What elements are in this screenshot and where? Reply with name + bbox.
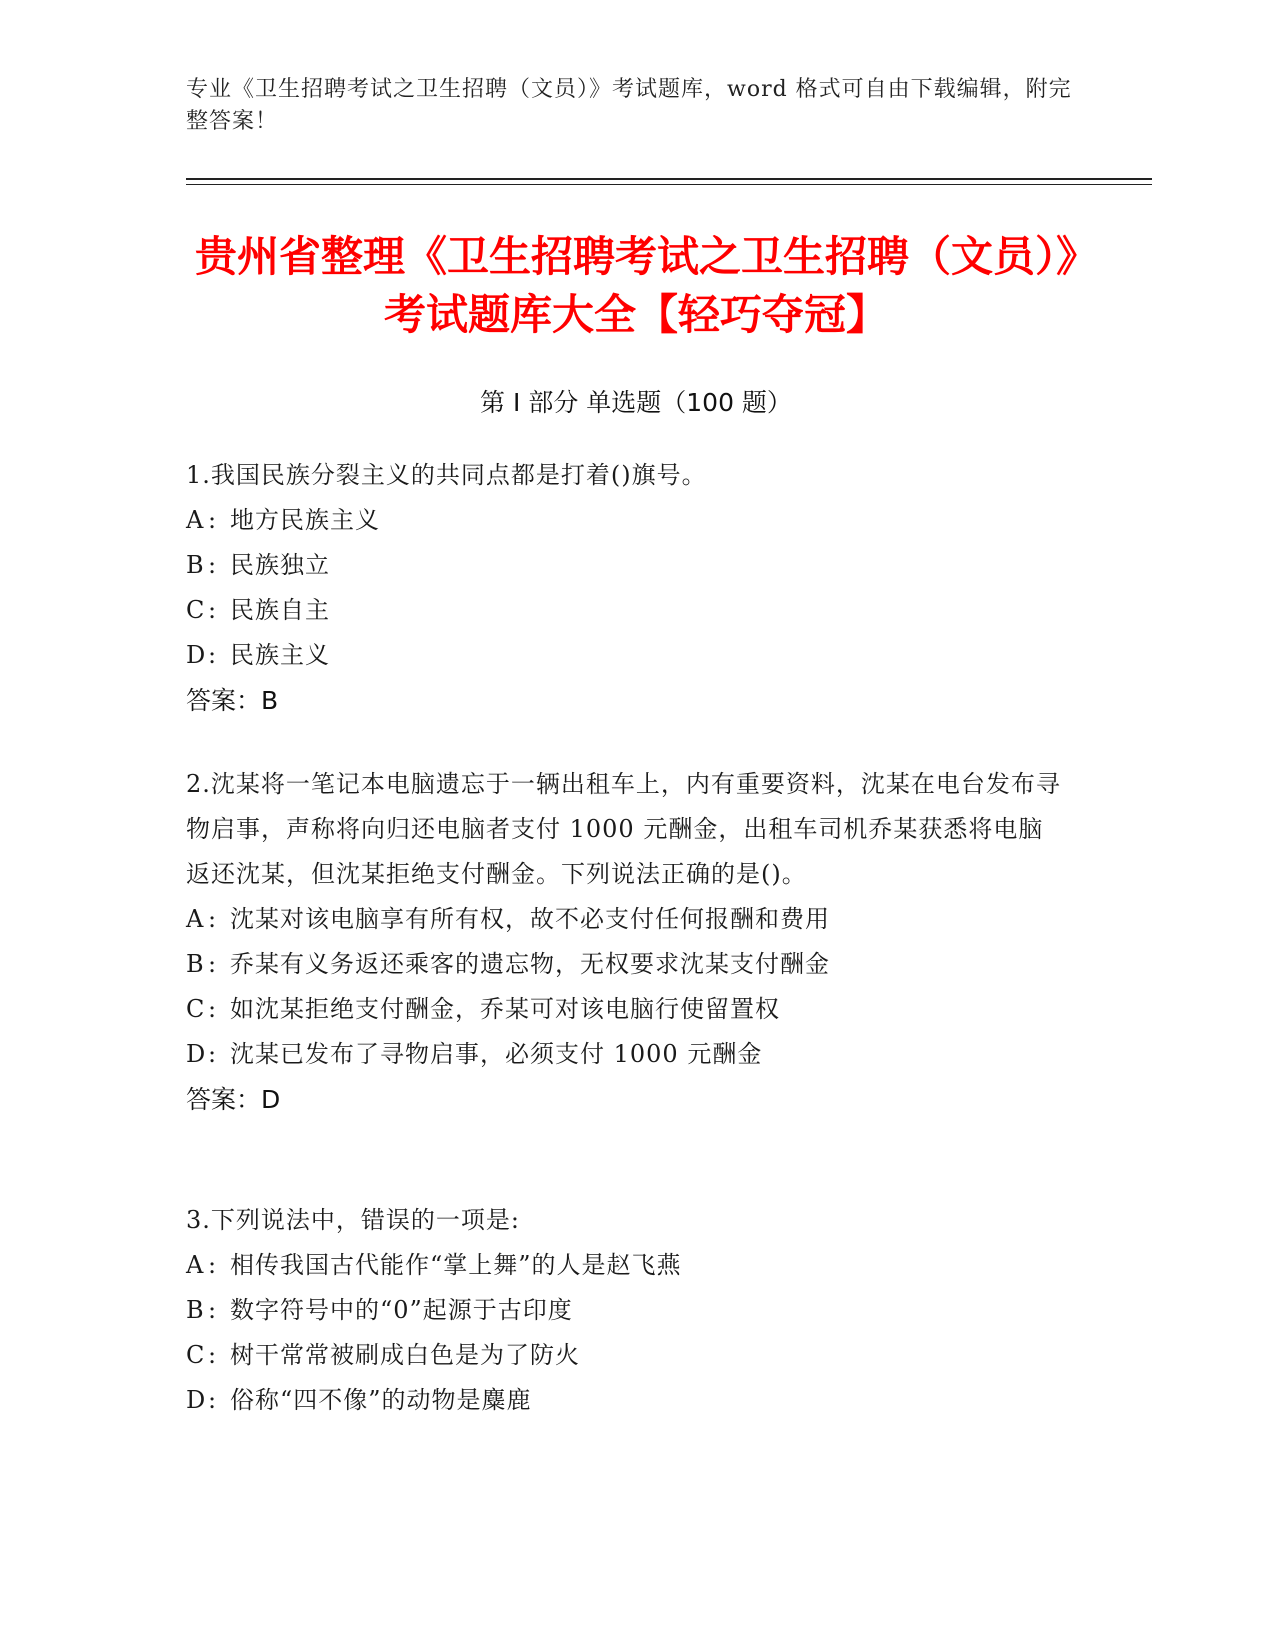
option-c: [186, 987, 1066, 1032]
option-a: [186, 897, 1066, 942]
option-text: 沈某对该电脑享有所有权，故不必支付任何报酬和费用: [230, 905, 830, 933]
option-letter: B: [186, 551, 205, 579]
option-separator: :: [208, 641, 218, 669]
option-letter: B: [186, 950, 205, 978]
answer-value: B: [261, 686, 279, 715]
option-d: [186, 1032, 1066, 1077]
option-separator: :: [208, 1296, 218, 1324]
answer-line: [186, 678, 1066, 724]
option-letter: C: [186, 1341, 206, 1369]
header-divider-thick: [186, 178, 1152, 180]
option-letter: C: [186, 596, 206, 624]
option-text: 民族自主: [230, 596, 330, 624]
document-title: 贵州省整理《卫生招聘考试之卫生招聘（文员）》考试题库大全【轻巧夺冠】: [194, 232, 1077, 339]
option-text: 民族主义: [230, 641, 330, 669]
option-text: 如沈某拒绝支付酬金，乔某可对该电脑行使留置权: [230, 995, 780, 1023]
option-d: [186, 633, 1066, 678]
question-1: [186, 453, 1066, 724]
option-letter: B: [186, 1296, 205, 1324]
answer-line: [186, 1077, 1066, 1123]
option-b: [186, 543, 1066, 588]
question-stem: 2.沈某将一笔记本电脑遗忘于一辆出租车上，内有重要资料，沈某在电台发布寻物启事，声称将向归还电脑者支付 1000 元酬金，出租车司机乔某获悉将电脑返还沈某，但沈某拒绝支付酬金。下列说法正确的是()。: [186, 770, 1061, 888]
option-separator: :: [208, 995, 218, 1023]
question-2: [186, 762, 1066, 1123]
question-3: [186, 1198, 1066, 1423]
option-text: 乔某有义务返还乘客的遗忘物，无权要求沈某支付酬金: [230, 950, 830, 978]
option-separator: :: [208, 905, 218, 933]
option-text: 相传我国古代能作“掌上舞”的人是赵飞燕: [230, 1251, 682, 1279]
option-letter: C: [186, 995, 206, 1023]
header-divider-thin: [186, 184, 1152, 185]
option-letter: D: [186, 1040, 207, 1068]
option-separator: :: [208, 950, 218, 978]
option-separator: :: [208, 551, 218, 579]
option-text: 民族独立: [230, 551, 330, 579]
option-b: [186, 1288, 1066, 1333]
option-separator: :: [208, 1251, 218, 1279]
header-note: 专业《卫生招聘考试之卫生招聘（文员）》考试题库，word 格式可自由下载编辑，附完整答案！: [186, 77, 1072, 134]
option-letter: A: [186, 1251, 205, 1279]
option-text: 数字符号中的“0”起源于古印度: [230, 1296, 573, 1324]
option-a: [186, 1243, 1066, 1288]
option-text: 地方民族主义: [230, 506, 380, 534]
option-separator: :: [208, 596, 218, 624]
question-stem: 1.我国民族分裂主义的共同点都是打着()旗号。: [186, 461, 707, 489]
section-heading: 第 I 部分 单选题（100 题）: [480, 388, 792, 417]
answer-label: 答案：: [186, 1085, 262, 1114]
answer-value: D: [261, 1085, 281, 1114]
option-letter: D: [186, 1386, 207, 1414]
option-separator: :: [208, 506, 218, 534]
option-separator: :: [208, 1341, 218, 1369]
option-separator: :: [208, 1040, 218, 1068]
option-letter: A: [186, 905, 205, 933]
option-text: 俗称“四不像”的动物是麋鹿: [230, 1386, 532, 1414]
answer-label: 答案：: [186, 686, 262, 715]
option-letter: D: [186, 641, 207, 669]
option-b: [186, 942, 1066, 987]
option-c: [186, 1333, 1066, 1378]
option-d: [186, 1378, 1066, 1423]
question-stem: 3.下列说法中，错误的一项是:: [186, 1206, 520, 1234]
option-c: [186, 588, 1066, 633]
option-text: 树干常常被刷成白色是为了防火: [230, 1341, 580, 1369]
option-text: 沈某已发布了寻物启事，必须支付 1000 元酬金: [230, 1040, 763, 1068]
option-letter: A: [186, 506, 205, 534]
option-a: [186, 498, 1066, 543]
option-separator: :: [208, 1386, 218, 1414]
